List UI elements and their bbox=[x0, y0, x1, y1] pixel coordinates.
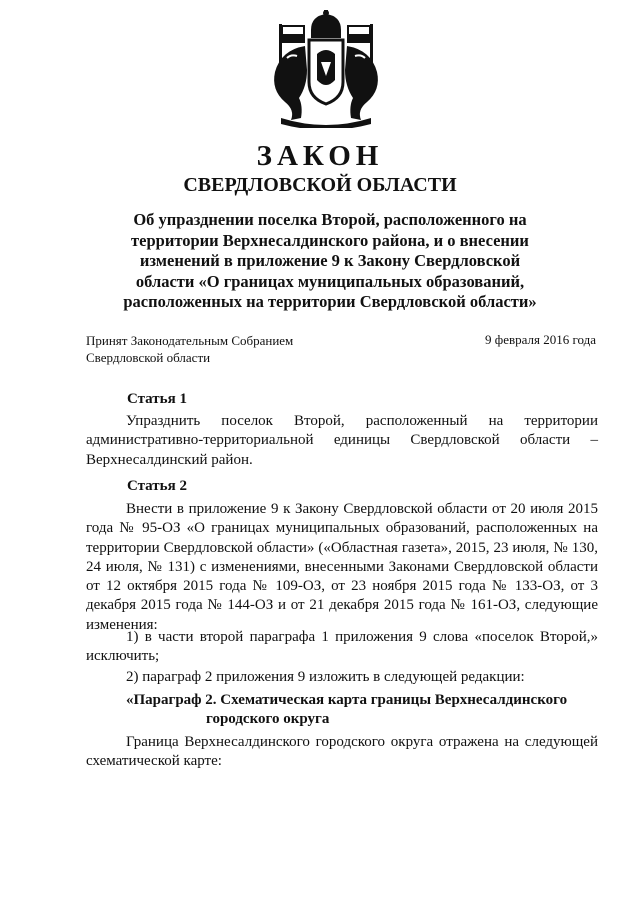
region-title: СВЕРДЛОВСКОЙ ОБЛАСТИ bbox=[183, 174, 457, 196]
adoption-line: Свердловской области bbox=[86, 350, 211, 365]
paragraph-2-heading-line: «Параграф 2. Схематическая карта границы Верхнесалдинского bbox=[126, 692, 568, 708]
adoption-date: 9 февраля 2016 года bbox=[485, 332, 596, 347]
adoption-line: Принят Законодательным Собранием bbox=[86, 333, 294, 348]
article-1-heading: Статья 1 bbox=[127, 391, 187, 407]
article-2-intro: Внести в приложение 9 к Закону Свердловской области от 20 июля 2015 года № 95-ОЗ «О границах муниципальных образований, расположенных на территории Свердловской области» («Областная газета», 2015, 23 июля, № 130, 24 июля, № 131) с изменениями, внесенными Законами Свердловской области от 12 октября 2015 года № 109-ОЗ, от 23 ноября 2015 года № 133-ОЗ, от 3 декабря 2015 года № 144-ОЗ и от 21 декабря 2015 года № 161-ОЗ, следующие изменения: bbox=[86, 501, 598, 633]
article-2-heading: Статья 2 bbox=[127, 478, 187, 494]
article-1-text: Упразднить поселок Второй, расположенный на территории административно-территориальной единицы Свердловской области – Верхнесалдинский район. bbox=[86, 413, 598, 468]
law-title: ЗАКОН bbox=[256, 140, 384, 172]
article-2-item-2: 2) параграф 2 приложения 9 изложить в следующей редакции: bbox=[126, 669, 525, 685]
subject-line: территории Верхнесалдинского района, и о внесении bbox=[131, 230, 529, 250]
subject-line: области «О границах муниципальных образований, bbox=[135, 271, 525, 291]
article-2-item-1: 1) в части второй параграфа 1 приложения 9 слова «поселок Второй,» исключить; bbox=[86, 629, 598, 665]
paragraph-2-heading bbox=[126, 691, 596, 730]
law-subject bbox=[100, 210, 560, 313]
subject-line: расположенных на территории Свердловской области» bbox=[123, 292, 537, 311]
subject-line: Об упразднении поселка Второй, расположенного на bbox=[133, 210, 527, 229]
paragraph-2-heading-line: городского округа bbox=[206, 711, 330, 728]
boundary-text: Граница Верхнесалдинского городского округа отражена на следующей схематической карте: bbox=[86, 734, 598, 770]
subject-line: изменений в приложение 9 к Закону Свердловской bbox=[139, 251, 521, 270]
coat-of-arms-emblem bbox=[251, 10, 401, 128]
adoption-info bbox=[86, 332, 293, 366]
